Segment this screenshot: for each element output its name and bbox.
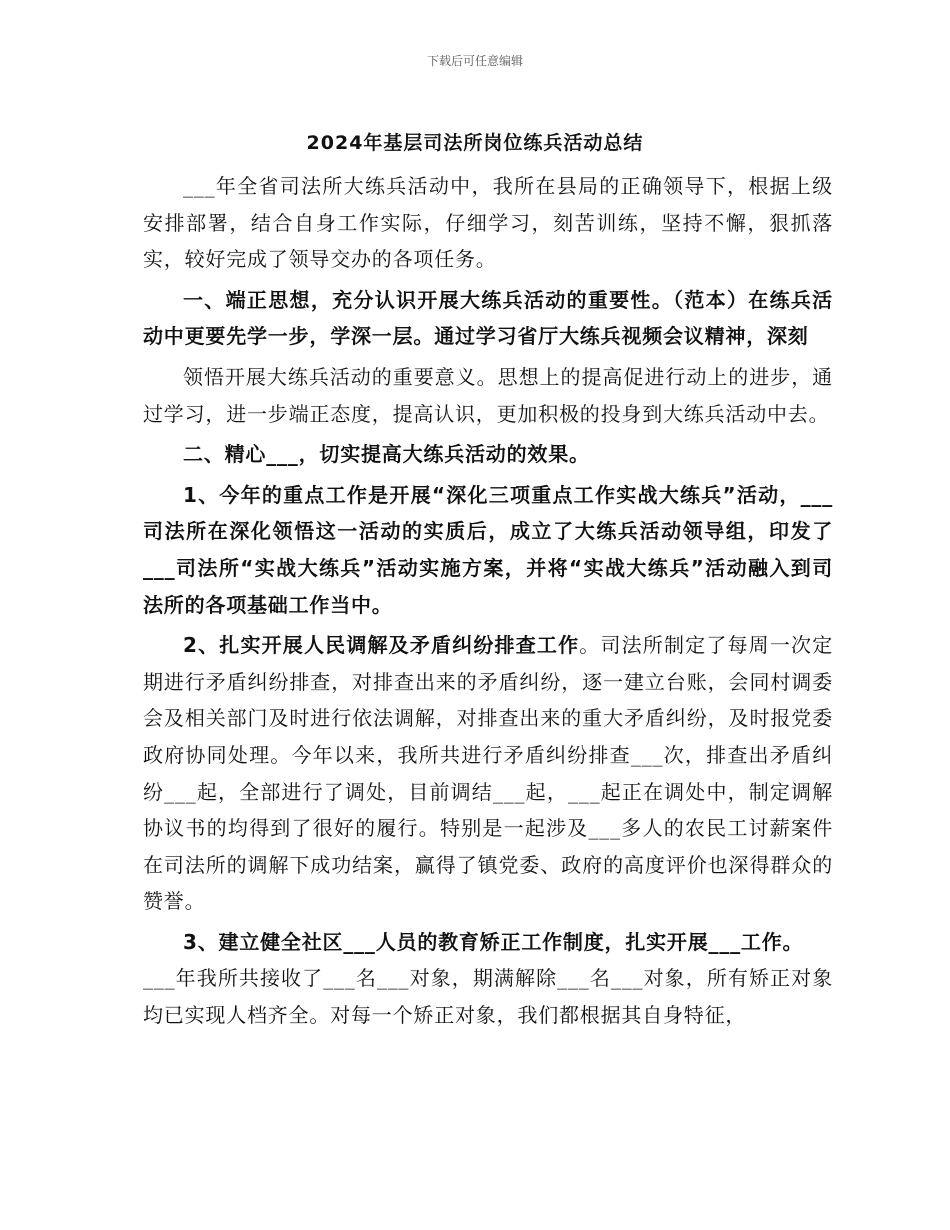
document-body [143, 168, 833, 1034]
paragraph-section-2-heading: 二、精心___，切实提高大练兵活动的效果。 [183, 442, 590, 467]
paragraph-intro: ___年全省司法所大练兵活动中，我所在县局的正确领导下，根据上级安排部署，结合自身工作实际，仔细学习，刻苦训练，坚持不懈，狠抓落实，较好完成了领导交办的各项任务。 [143, 174, 833, 272]
paragraph-item-1: 1、今年的重点工作是开展“深化三项重点工作实战大练兵”活动，___司法所在深化领悟这一活动的实质后，成立了大练兵活动领导组，印发了___司法所“实战大练兵”活动实施方案，并将“实战大练兵”活动融入到司法所的各项基础工作当中。 [143, 482, 833, 617]
item-2-body: 。司法所制定了每周一次定期进行矛盾纠纷排查，对排查出来的矛盾纠纷，逐一建立台账，会同村调委会及相关部门及时进行依法调解，对排查出来的重大矛盾纠纷，及时报党委政府协同处理。今年以来，我所共进行矛盾纠纷排查___次，排查出矛盾纠纷___起，全部进行了调处，目前调结___起，___起正在调处中，制定调解协议书的均得到了很好的履行。特别是一起涉及___多人的农民工讨薪案件在司法所的调解下成功结案，赢得了镇党委、政府的高度评价也深得群众的赞誉。 [143, 633, 833, 914]
paragraph-item-3-heading: 3、建立健全社区___人员的教育矫正工作制度，扎实开展___工作。 [183, 929, 804, 954]
document-title: 2024年基层司法所岗位练兵活动总结 [306, 132, 644, 154]
paragraph-item-2 [143, 627, 833, 920]
page-header-note: 下载后可任意编辑 [426, 54, 523, 68]
paragraph-section-1-heading: 一、端正思想，充分认识开展大练兵活动的重要性。（范本）在练兵活动中更要先学一步，学深一层。通过学习省厅大练兵视频会议精神，深刻 [143, 287, 833, 349]
paragraph-section-1-body: 领悟开展大练兵活动的重要意义。思想上的提高促进行动上的进步，通过学习，进一步端正态度，提高认识，更加积极的投身到大练兵活动中去。 [143, 364, 833, 426]
paragraph-item-3-body: ___年我所共接收了___名___对象，期满解除___名___对象，所有矫正对象均已实现人档齐全。对每一个矫正对象，我们都根据其自身特征， [143, 966, 833, 1028]
item-2-heading: 2、扎实开展人民调解及矛盾纠纷排查工作 [183, 633, 580, 658]
